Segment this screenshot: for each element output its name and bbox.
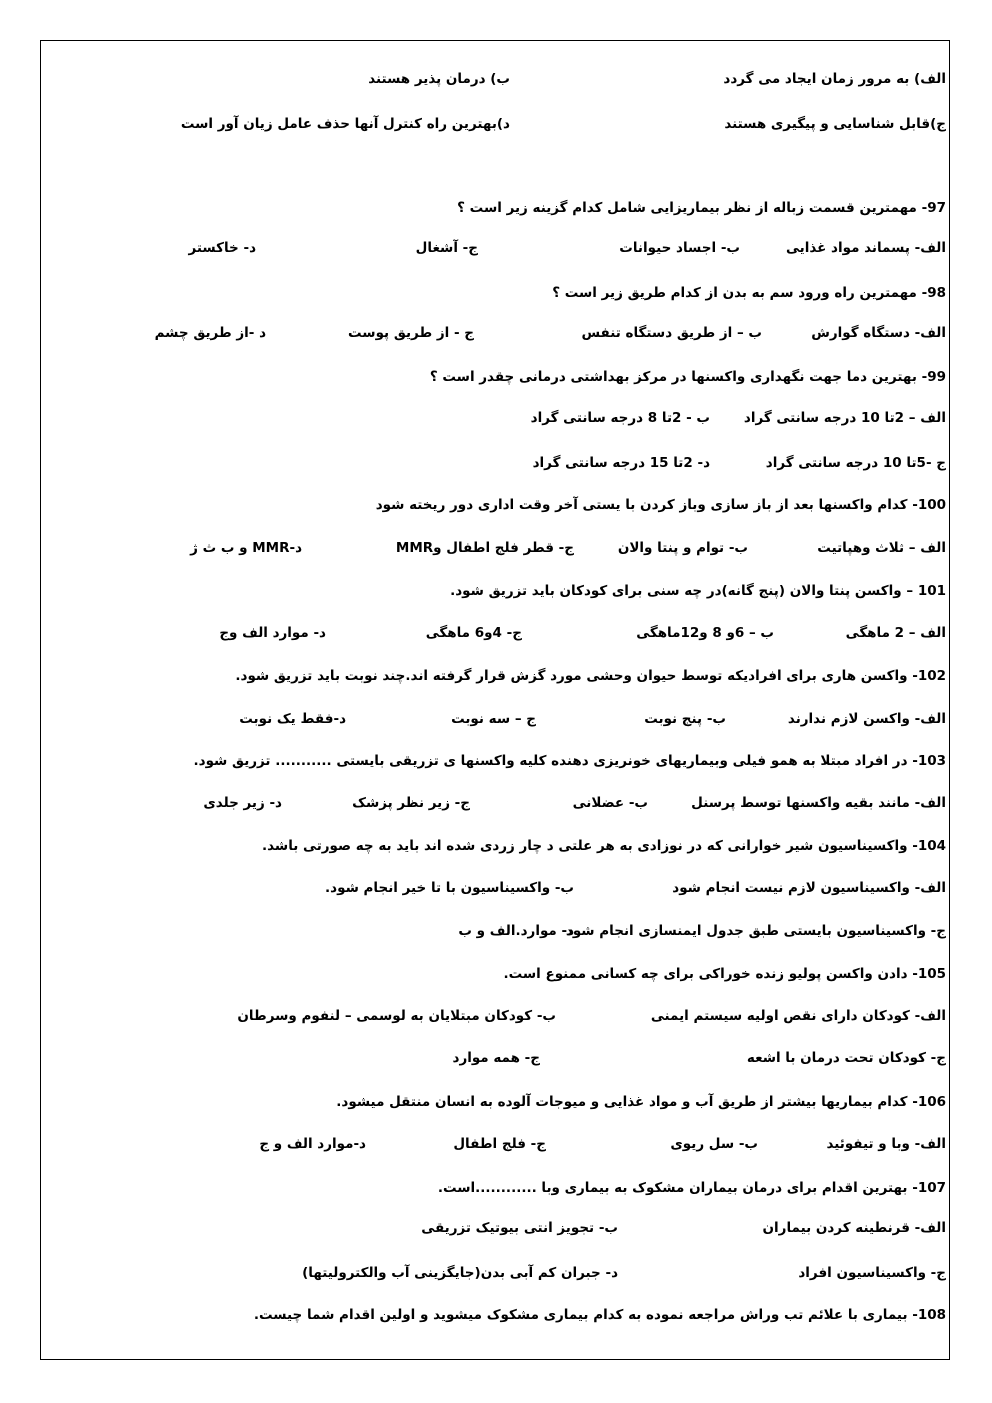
option-b: ب- تجویز انتی بیوتیک تزریقی bbox=[421, 1220, 618, 1236]
question-99: 99- بهترین دما جهت نگهداری واکسنها در مرکز بهداشتی درمانی چقدر است ؟ bbox=[429, 369, 946, 385]
option-d: د- جبران کم آبی بدن(جایگزینی آب والکترولیتها) bbox=[302, 1265, 618, 1281]
option-b: ب- سل ریوی bbox=[670, 1136, 758, 1152]
option-b: ب- اجساد حیوانات bbox=[619, 240, 740, 256]
option-a: الف- قرنطینه کردن بیماران bbox=[762, 1220, 946, 1236]
option-c: ج- زیر نظر پزشک bbox=[352, 795, 470, 811]
option-c: ج – سه نوبت bbox=[451, 711, 536, 727]
option-a: الف- کودکان دارای نقص اولیه سیستم ایمنی bbox=[650, 1008, 946, 1024]
option-c: ج- آشغال bbox=[415, 240, 478, 256]
option-a: الف) به مرور زمان ایجاد می گردد bbox=[723, 71, 946, 87]
option-b: ب- واکسیناسیون با تا خیر انجام شود. bbox=[325, 880, 574, 896]
option-b: ب – 6و 8 و12ماهگی bbox=[636, 625, 774, 641]
option-d: د-MMR و ب ث ژ bbox=[190, 540, 302, 556]
question-97: 97- مهمترین قسمت زباله از نظر بیماریزایی شامل کدام گزینه زیر است ؟ bbox=[457, 200, 946, 216]
option-a: الف- مانند بقیه واکسنها توسط پرسنل bbox=[691, 795, 946, 811]
option-c: ج)قابل شناسایی و پیگیری هستند bbox=[724, 116, 946, 132]
option-b: ب) درمان پذیر هستند bbox=[368, 71, 510, 87]
option-c: ج- فلج اطفال bbox=[453, 1136, 546, 1152]
option-c: ج -5تا 10 درجه سانتی گراد bbox=[765, 455, 946, 471]
option-d: ج- همه موارد bbox=[452, 1050, 540, 1066]
option-c: ج- کودکان تحت درمان با اشعه bbox=[746, 1050, 946, 1066]
option-a: الف – 2 ماهگی bbox=[845, 625, 946, 641]
option-b: ب- کودکان مبتلایان به لوسمی – لنفوم وسرطان bbox=[237, 1008, 556, 1024]
question-105: 105- دادن واکسن پولیو زنده خوراکی برای چه کسانی ممنوع است. bbox=[503, 966, 946, 982]
option-a: الف- واکسیناسیون لازم نیست انجام شود bbox=[672, 880, 946, 896]
question-108: 108- بیماری با علائم تب وراش مراجعه نموده به کدام بیماری مشکوک میشوید و اولین اقدام شما چیست. bbox=[253, 1307, 946, 1323]
option-b: ب- عضلانی bbox=[572, 795, 648, 811]
option-d: د-موارد الف و ج bbox=[259, 1136, 366, 1152]
question-98: 98- مهمترین راه ورود سم به بدن از کدام طریق زیر است ؟ bbox=[552, 285, 946, 301]
option-d: د- 2تا 15 درجه سانتی گراد bbox=[532, 455, 710, 471]
question-102: 102- واکسن هاری برای افرادیکه توسط حیوان وحشی مورد گزش قرار گرفته اند.چند نوبت باید تزریق شود. bbox=[235, 668, 946, 684]
question-107: 107- بهترین اقدام برای درمان بیماران مشکوک به بیماری وبا ............است. bbox=[437, 1180, 946, 1196]
question-104: 104- واکسیناسیون شیر خوارانی که در نوزادی به هر علتی د چار زردی شده اند باید به چه صورتی باشد. bbox=[262, 838, 946, 854]
option-b: ب - 2تا 8 درجه سانتی گراد bbox=[530, 410, 710, 426]
option-a: الف – ثلاث وهپاتیت bbox=[817, 540, 946, 556]
option-d: د- موارد الف وج bbox=[219, 625, 326, 641]
page-border bbox=[40, 40, 950, 1360]
option-c: ج - از طریق پوست bbox=[348, 325, 474, 341]
option-c: ج- واکسیناسیون افراد bbox=[798, 1265, 946, 1281]
option-b: ب- توام و پنتا والان bbox=[617, 540, 748, 556]
option-a: الف- پسماند مواد غذایی bbox=[785, 240, 946, 256]
option-c: ج- واکسیناسیون بایستی طبق جدول ایمنسازی انجام شود bbox=[565, 923, 946, 939]
option-a: الف – 2تا 10 درجه سانتی گراد bbox=[743, 410, 946, 426]
option-d: د- خاکستر bbox=[188, 240, 256, 256]
option-d: د -از طریق چشم bbox=[154, 325, 266, 341]
option-d: د)بهترین راه کنترل آنها حذف عامل زیان آور است bbox=[180, 116, 510, 132]
question-103: 103- در افراد مبتلا به همو فیلی وبیماریهای خونریزی دهنده کلیه واکسنها ی تزریقی بایستی ........... تزریق شود. bbox=[193, 753, 946, 769]
option-a: الف- دستگاه گوارش bbox=[811, 325, 946, 341]
question-100: 100- کدام واکسنها بعد از باز سازی وباز کردن با یستی آخر وقت اداری دور ریخته شود bbox=[375, 497, 946, 513]
option-d: د-فقط یک نوبت bbox=[239, 711, 346, 727]
question-101: 101 – واکسن پنتا والان (پنج گانه)در چه سنی برای کودکان باید تزریق شود. bbox=[450, 583, 946, 599]
option-b: ب- پنج نوبت bbox=[644, 711, 726, 727]
option-d: د- زیر جلدی bbox=[203, 795, 282, 811]
option-a: الف- واکسن لازم ندارند bbox=[787, 711, 946, 727]
option-c: ج- قطر فلج اطفال وMMR bbox=[395, 540, 574, 556]
option-b: ب – از طریق دستگاه تنفس bbox=[581, 325, 762, 341]
question-106: 106- کدام بیماریها بیشتر از طریق آب و مواد غذایی و میوجات آلوده به انسان منتقل میشود. bbox=[336, 1094, 946, 1110]
option-c: ج- 4و6 ماهگی bbox=[425, 625, 522, 641]
option-d: د- موارد.الف و ب bbox=[458, 923, 574, 939]
option-a: الف- وبا و تیفوئید bbox=[826, 1136, 946, 1152]
